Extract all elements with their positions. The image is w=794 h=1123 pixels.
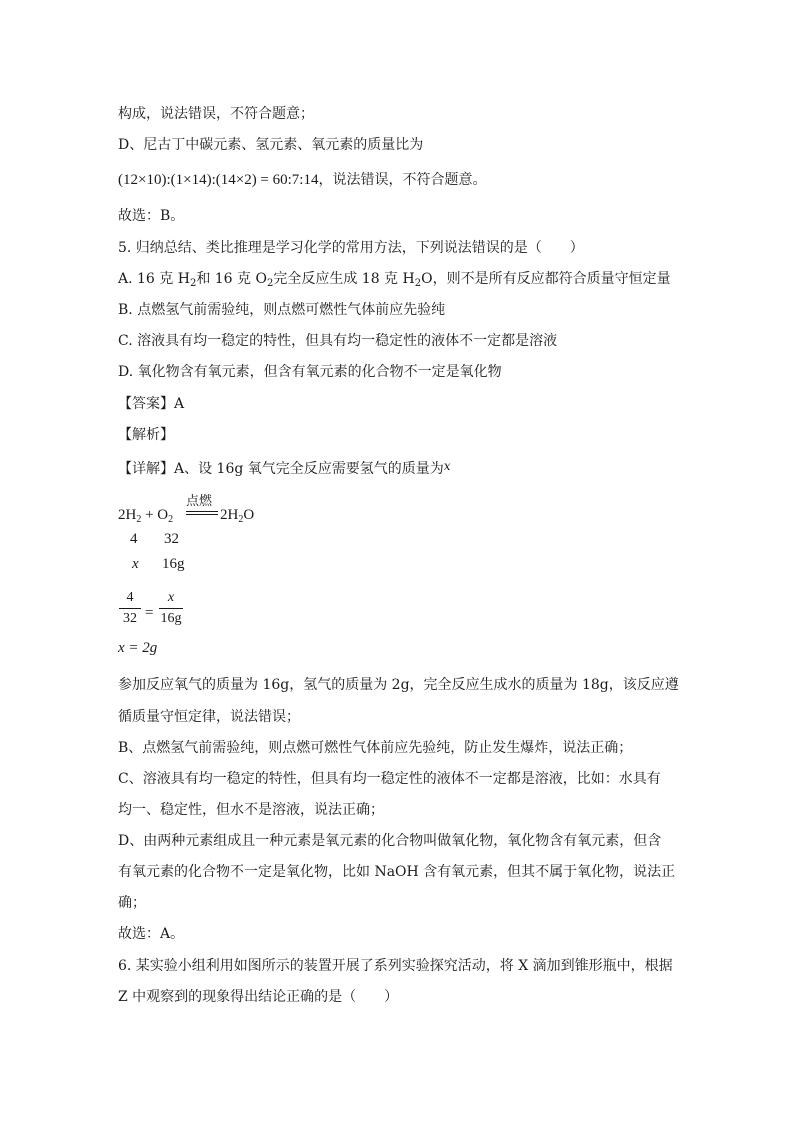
equation-result: x = 2g bbox=[118, 640, 158, 656]
equation-line bbox=[118, 505, 173, 525]
paragraph-line: 确； bbox=[118, 895, 146, 911]
subscript: 2 bbox=[238, 514, 244, 525]
option-c: C. 溶液具有均一稳定的特性，但具有均一稳定性的液体不一定都是溶液 bbox=[118, 333, 558, 349]
paragraph-line: D、由两种元素组成且一种元素是氧元素的化合物叫做氧化物，氧化物含有氧元素，但含 bbox=[118, 833, 662, 849]
molar-mass-b: 32 bbox=[164, 531, 179, 547]
text-fragment: O，则不是所有反应都符合质量守恒定量 bbox=[421, 271, 671, 287]
question-6-stem: 6. 某实验小组利用如图所示的装置开展了系列实验探究活动，将 X 滴加到锥形瓶中，根据 bbox=[118, 958, 673, 974]
question-6-stem: Z 中观察到的现象得出结论正确的是（ ） bbox=[118, 989, 399, 1005]
paragraph-line: C、溶液具有均一稳定的特性，但具有均一稳定性的液体不一定都是溶液，比如：水具有 bbox=[118, 771, 661, 787]
subscript: 2 bbox=[168, 514, 174, 525]
answer-label: 【答案】A bbox=[118, 396, 185, 412]
text-fragment: 和 16 克 O bbox=[196, 271, 267, 287]
paragraph-line: 有氧元素的化合物不一定是氧化物，比如 NaOH 含有氧元素，但其不属于氧化物，说法正 bbox=[118, 864, 676, 880]
equation-product bbox=[220, 505, 254, 525]
text-line: D、尼古丁中碳元素、氢元素、氧元素的质量比为 bbox=[118, 137, 424, 153]
option-d: D. 氧化物含有氧元素，但含有氧元素的化合物不一定是氧化物 bbox=[118, 364, 502, 380]
fraction-right bbox=[159, 590, 183, 627]
equals-sign: = bbox=[145, 605, 154, 621]
analysis-label: 【解析】 bbox=[118, 427, 174, 443]
paragraph-line: 均一、稳定性，但水不是溶液，说法正确； bbox=[118, 802, 384, 818]
paragraph-line: 故选：A。 bbox=[118, 926, 185, 942]
text-line: 构成，说法错误，不符合题意； bbox=[118, 106, 314, 122]
paragraph-line: 参加反应氧气的质量为 16g，氢气的质量为 2g，完全反应生成水的质量为 18g，该反应遵 bbox=[118, 677, 679, 693]
subscript: 2 bbox=[189, 278, 197, 289]
detail-line bbox=[118, 456, 451, 479]
known-mass: 16g bbox=[162, 556, 185, 572]
text-fragment: ，说法错误，不符合题意。 bbox=[318, 172, 487, 188]
denominator: 32 bbox=[123, 611, 137, 626]
reactant: + O bbox=[141, 507, 169, 523]
question-5-stem: 5. 归纳总结、类比推理是学习化学的常用方法，下列说法错误的是（ ） bbox=[118, 240, 584, 256]
text-fragment: 完全反应生成 18 克 H bbox=[273, 271, 415, 287]
unknown-mass: x bbox=[132, 556, 139, 572]
numerator: 4 bbox=[126, 590, 134, 605]
fraction-left bbox=[119, 590, 141, 627]
reactant: 2H bbox=[118, 507, 137, 523]
subscript: 2 bbox=[266, 278, 274, 289]
subscript: 2 bbox=[414, 278, 422, 289]
denominator: 16g bbox=[160, 611, 182, 626]
paragraph-line: B、点燃氢气前需验纯，则点燃可燃性气体前应先验纯，防止发生爆炸，说法正确； bbox=[118, 740, 633, 756]
numerator: x bbox=[167, 590, 175, 605]
option-b: B. 点燃氢气前需验纯，则点燃可燃性气体前应先验纯 bbox=[118, 302, 446, 318]
fraction-bar bbox=[119, 608, 141, 609]
option-a bbox=[118, 269, 671, 289]
mass-ratio-formula: (12×10):(1×14):(14×2) = 60:7:14 bbox=[118, 172, 319, 188]
product: O bbox=[243, 507, 255, 523]
reaction-condition: 点燃 bbox=[186, 494, 213, 509]
fraction-bar bbox=[159, 608, 183, 609]
product: 2H bbox=[220, 507, 239, 523]
variable: x bbox=[443, 459, 451, 473]
paragraph-line: 循质量守恒定律，说法错误； bbox=[118, 709, 300, 725]
molar-mass-a: 4 bbox=[130, 531, 138, 547]
equation-double-bar bbox=[186, 511, 218, 515]
text-line: 故选：B。 bbox=[118, 208, 185, 224]
text-fragment: A. 16 克 H bbox=[118, 271, 190, 287]
mass-ratio-line bbox=[118, 170, 486, 190]
text-fragment: 【详解】A、设 16g 氧气完全反应需要氢气的质量为 bbox=[118, 461, 444, 477]
subscript: 2 bbox=[136, 514, 142, 525]
